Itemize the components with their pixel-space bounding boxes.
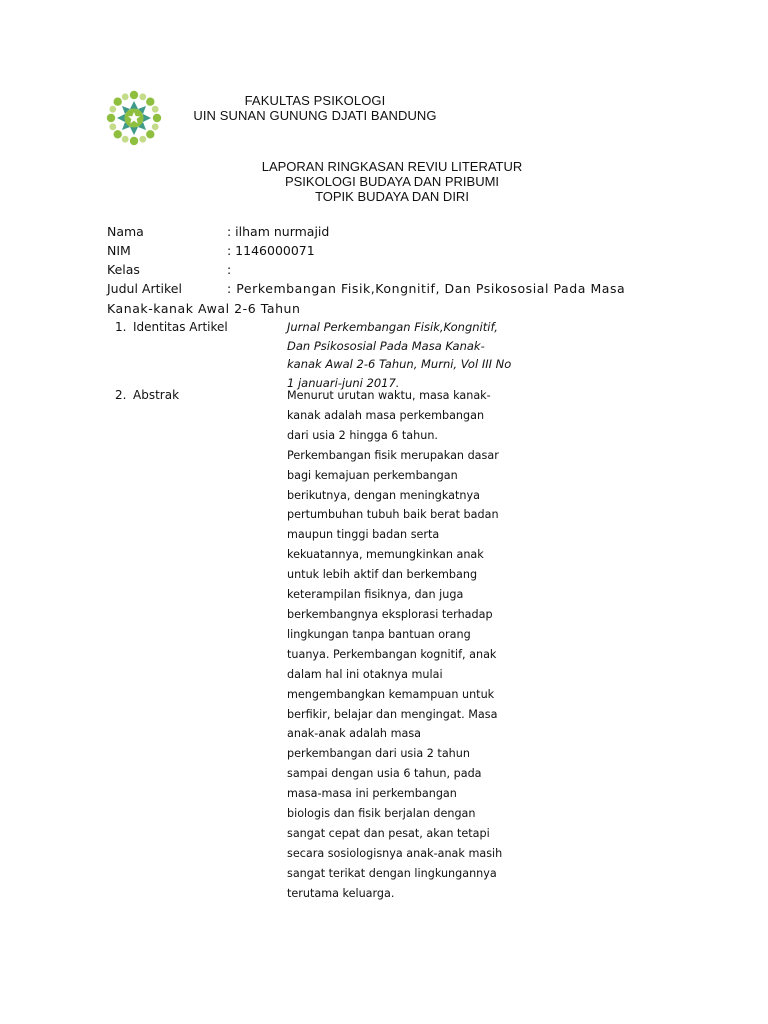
info-row-nama xyxy=(107,222,667,241)
info-row-judul xyxy=(107,279,667,319)
nama-value: : ilham nurmajid xyxy=(227,224,330,239)
nim-value: : 1146000071 xyxy=(227,243,315,258)
identitas-label: Identitas Artikel xyxy=(133,320,228,334)
faculty-name: FAKULTAS PSIKOLOGI xyxy=(244,93,386,108)
section-identitas xyxy=(115,318,535,392)
identitas-number: 1. xyxy=(115,320,127,334)
info-row-nim xyxy=(107,241,667,260)
judul-label: Judul Artikel xyxy=(107,281,182,296)
student-info xyxy=(107,222,667,319)
institution-header xyxy=(190,93,440,123)
university-name: UIN SUNAN GUNUNG DJATI BANDUNG xyxy=(193,108,437,123)
abstrak-number: 2. xyxy=(115,388,127,402)
judul-value: : Perkembangan Fisik,Kongnitif, Dan Psikososial Pada Masa xyxy=(227,281,626,296)
uin-logo-icon xyxy=(104,88,164,148)
report-title-line-2: PSIKOLOGI BUDAYA DAN PRIBUMI xyxy=(284,174,500,189)
info-row-kelas xyxy=(107,260,667,279)
nama-label: Nama xyxy=(107,224,144,239)
kelas-value: : xyxy=(227,262,232,277)
report-title-line-1: LAPORAN RINGKASAN REVIU LITERATUR xyxy=(261,159,523,174)
report-title xyxy=(200,159,584,204)
judul-continuation: Kanak-kanak Awal 2-6 Tahun xyxy=(107,301,301,316)
identitas-text: Jurnal Perkembangan Fisik,Kongnitif, Dan Psikososial Pada Masa Kanak-kanak Awal 2-6 Tahun, Murni, Vol III No 1 januari-juni 2017. xyxy=(287,320,512,390)
report-title-line-3: TOPIK BUDAYA DAN DIRI xyxy=(315,189,469,204)
abstrak-text: Menurut urutan waktu, masa kanak- kanak adalah masa perkembangan dari usia 2 hingga 6 tahun. Perkembangan fisik merupakan dasar bagi kemajuan perkembangan berikutnya, dengan meningkatnya pertumbuhan tubuh baik berat badan maupun tinggi badan serta kekuatannya, memungkinkan anak untuk lebih aktif dan berkembang keterampilan fisiknya, dan juga berkembangnya eksplorasi terhadap lingkungan tanpa bantuan orang tuanya. Perkembangan kognitif, anak dalam hal ini otaknya mulai mengembangkan kemampuan untuk berfikir, belajar dan mengingat. Masa anak-anak adalah masa perkembangan dari usia 2 tahun sampai dengan usia 6 tahun, pada masa-masa ini perkembangan biologis dan fisik berjalan dengan sangat cepat dan pesat, akan tetapi secara sosiologisnya anak-anak masih sangat terikat dengan lingkungannya terutama keluarga. xyxy=(287,389,503,900)
kelas-label: Kelas xyxy=(107,262,140,277)
nim-label: NIM xyxy=(107,243,131,258)
section-abstrak xyxy=(115,386,535,904)
abstrak-label: Abstrak xyxy=(133,388,180,402)
